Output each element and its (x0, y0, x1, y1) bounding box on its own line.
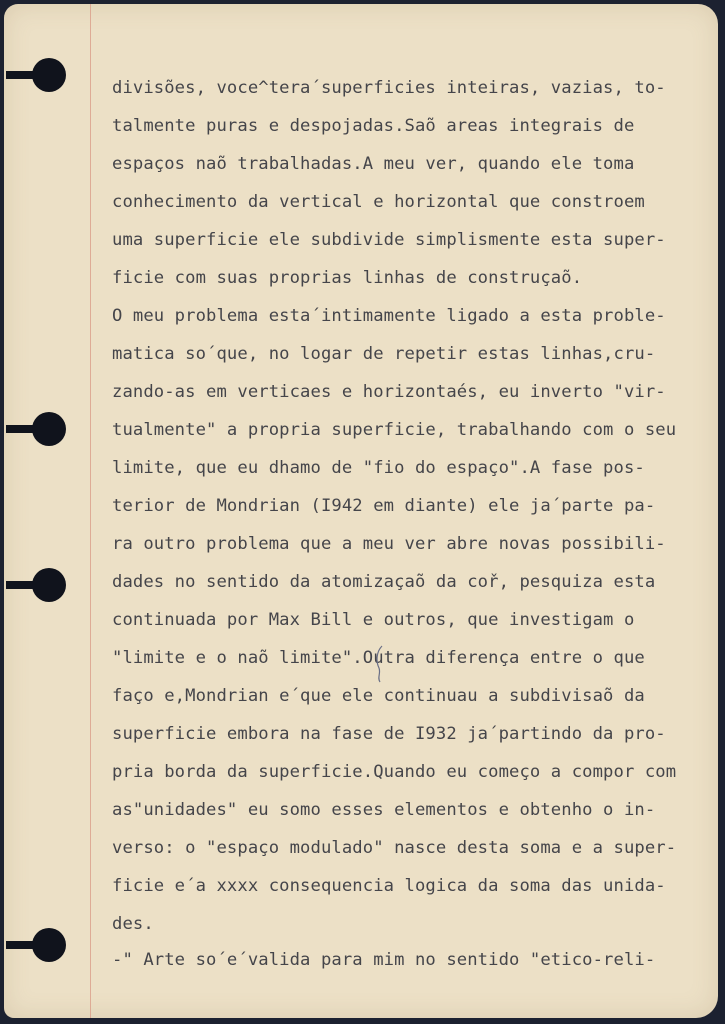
text-line: pria borda da superficie.Quando eu começo a compor com (112, 762, 677, 782)
text-line: zando-as em verticaes e horizontaés, eu inverto "vir- (112, 382, 666, 402)
text-line: ficie com suas proprias linhas de construçaõ. (112, 268, 583, 288)
text-line: continuada por Max Bill e outros, que investigam o (112, 610, 635, 630)
pencil-mark (373, 644, 387, 684)
punch-hole (6, 412, 66, 446)
text-line: uma superficie ele subdivide simplismente esta super- (112, 230, 666, 250)
text-line: talmente puras e despojadas.Saõ areas integrais de (112, 116, 635, 136)
text-line: limite, que eu dhamo de "fio do espaço".A fase pos- (112, 458, 645, 478)
text-line: -" Arte so´e´valida para mim no sentido "etico-reli- (112, 950, 656, 970)
text-line: ra outro problema que a meu ver abre novas possibili- (112, 534, 666, 554)
text-line: verso: o "espaço modulado" nasce desta soma e a super- (112, 838, 677, 858)
text-line: espaços naõ trabalhadas.A meu ver, quando ele toma (112, 154, 635, 174)
punch-hole (6, 928, 66, 962)
text-line: dades no sentido da atomizaçaõ da coř, pesquiza esta (112, 572, 656, 592)
text-line: divisões, voce^tera´superficies inteiras, vazias, to- (112, 78, 666, 98)
punch-hole (6, 568, 66, 602)
text-line: des. (112, 914, 154, 934)
text-line: ficie e´a xxxx consequencia logica da soma das unida- (112, 876, 666, 896)
text-line: matica so´que, no logar de repetir estas linhas,cru- (112, 344, 656, 364)
text-line: as"unidades" eu somo esses elementos e obtenho o in- (112, 800, 656, 820)
typewritten-page (4, 4, 718, 1018)
text-line: conhecimento da vertical e horizontal que constroem (112, 192, 645, 212)
text-line: terior de Mondrian (I942 em diante) ele ja´parte pa- (112, 496, 656, 516)
text-line: "limite e o naõ limite".Outra diferença entre o que (112, 648, 645, 668)
text-line: O meu problema esta´intimamente ligado a esta proble- (112, 306, 666, 326)
text-line: superficie embora na fase de I932 ja´partindo da pro- (112, 724, 666, 744)
text-line: tualmente" a propria superficie, trabalhando com o seu (112, 420, 677, 440)
margin-rule (90, 4, 91, 1018)
punch-hole (6, 58, 66, 92)
text-line: faço e,Mondrian e´que ele continuau a subdivisaõ da (112, 686, 645, 706)
